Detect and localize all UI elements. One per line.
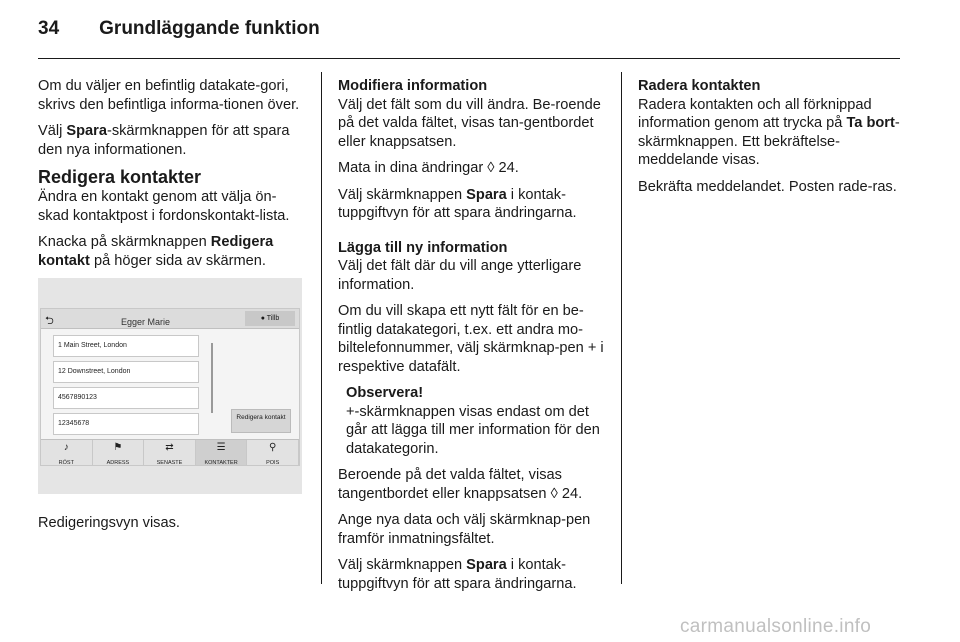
voice-icon: ♪: [63, 442, 69, 453]
paragraph: Välj Spara-skärmknappen för att spara den nya informationen.: [38, 123, 290, 158]
column-right: [638, 77, 900, 204]
poi-icon: ⚲: [269, 442, 277, 453]
infotainment-screen: [40, 308, 300, 466]
page-title: Grundläggande funktion: [99, 18, 320, 39]
tab-kontakter: ☰ KONTAKTER: [196, 440, 248, 465]
figure-caption: Redigeringsvyn visas.: [38, 515, 180, 531]
header-rule: [38, 58, 900, 59]
page-header: [38, 18, 320, 40]
subheading: Lägga till ny information: [338, 239, 508, 256]
column-divider: [321, 72, 322, 584]
contact-field-mobile: 4567890123: [53, 387, 199, 409]
flag-icon: ⚑: [113, 442, 123, 453]
tillb-button: ● Tillb: [245, 311, 295, 326]
paragraph: Välj det fält där du vill ange ytterligare information.: [338, 258, 582, 293]
screenshot-figure: [38, 278, 302, 494]
contact-field-address-1: 1 Main Street, London: [53, 335, 199, 357]
paragraph: Ange nya data och välj skärmknap-pen framför inmatningsfältet.: [338, 512, 591, 547]
scrollbar: [209, 335, 215, 431]
paragraph: Välj det fält som du vill ändra. Be-roende på det valda fältet, visas tan-gentbordet eller knappsatsen.: [338, 96, 601, 150]
paragraph: Radera kontakten och all förknippad information genom att trycka på Ta bort-skärmknappen. Ett bekräftelse-meddelande visas.: [638, 96, 900, 168]
tab-rost: ♪ RÖST: [41, 440, 93, 465]
paragraph: Mata in dina ändringar ◊ 24.: [338, 160, 519, 176]
section-heading: Redigera kontakter: [38, 167, 202, 187]
note-body: +-skärmknappen visas endast om det går att lägga till mer information för den datakategorin.: [346, 403, 600, 457]
note-box: [338, 384, 606, 458]
note-title: Observera!: [346, 385, 424, 401]
tab-senaste: ⇄ SENASTE: [144, 440, 196, 465]
contact-name: Egger Marie: [121, 317, 171, 327]
paragraph: Knacka på skärmknappen Redigera kontakt på höger sida av skärmen.: [38, 234, 274, 269]
column-middle: [338, 77, 606, 601]
redigera-kontakt-button: Redigera kontakt: [231, 409, 291, 433]
column-divider: [621, 72, 622, 584]
back-arrow-icon: ⮌: [45, 315, 54, 327]
paragraph: Välj skärmknappen Spara i kontak-tuppgiftvyn för att spara ändringarna.: [338, 557, 577, 592]
subheading: Modifiera information: [338, 78, 488, 94]
screen-topbar: [41, 309, 299, 329]
recent-icon: ⇄: [165, 442, 174, 453]
paragraph: Ändra en kontakt genom att välja ön-skad kontaktpost i fordonskontakt-lista.: [38, 189, 290, 224]
tab-adress: ⚑ ADRESS: [93, 440, 145, 465]
screen-tabbar: [41, 439, 299, 465]
paragraph: Beroende på det valda fältet, visas tangentbordet eller knappsatsen ◊ 24.: [338, 467, 583, 502]
tab-pois: ⚲ POIS: [247, 440, 299, 465]
contact-field-address-2: 12 Downstreet, London: [53, 361, 199, 383]
paragraph: Om du väljer en befintlig datakate-gori, skrivs den befintliga informa-tionen över.: [38, 78, 300, 113]
paragraph: Om du vill skapa ett nytt fält för en be-fintlig datakategori, t.ex. ett andra mo-biltelefonnummer, välj skärmknap-pen + i respektive datafält.: [338, 303, 604, 375]
subheading: Radera kontakten: [638, 78, 761, 94]
contacts-icon: ☰: [216, 442, 226, 453]
watermark: carmanualsonline.info: [680, 616, 872, 637]
paragraph: Bekräfta meddelandet. Posten rade-ras.: [638, 178, 897, 195]
contact-field-phone: 12345678: [53, 413, 199, 435]
column-left: [38, 77, 306, 541]
paragraph: Välj skärmknappen Spara i kontak-tuppgiftvyn för att spara ändringarna.: [338, 186, 577, 221]
page-number: 34: [38, 18, 60, 39]
